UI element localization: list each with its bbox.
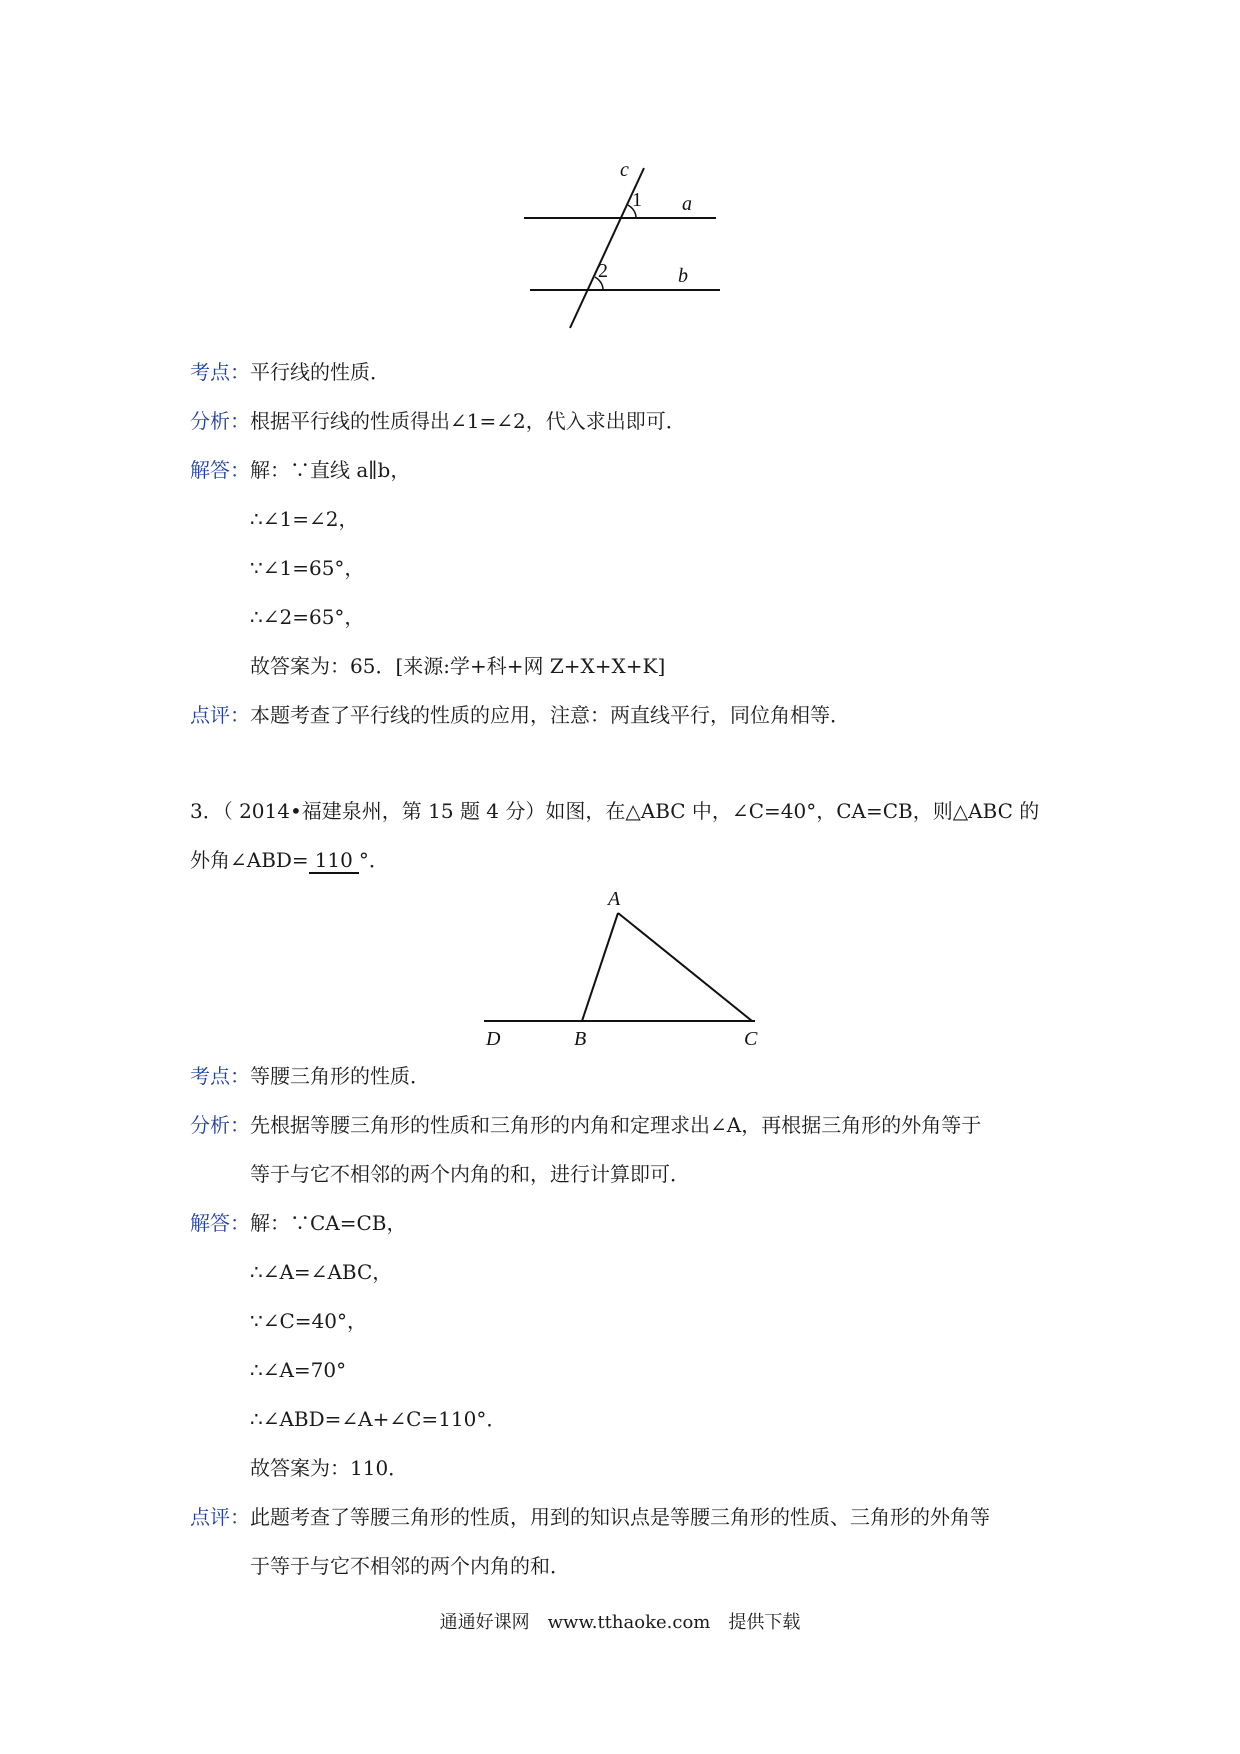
p2-jieda: [190, 456, 410, 484]
label-D: D: [486, 1028, 501, 1050]
question-prefix: 外角∠ABD=: [190, 848, 309, 872]
question-suffix: °．: [358, 848, 389, 872]
side-ab: [582, 913, 618, 1021]
parallel-lines-figure: [520, 160, 730, 330]
answer-blank: 110: [309, 848, 359, 874]
solution-step: 故答案为：65．[来源:学+科+网 Z+X+X+K]: [250, 654, 666, 678]
solution-step: 解：∵直线 a∥b，: [250, 458, 411, 482]
p3-jieda: [190, 1209, 407, 1237]
jieda-label: 解答：: [190, 1211, 250, 1235]
label-2: 2: [598, 260, 608, 282]
solution-step: ∴∠ABD=∠A+∠C=110°．: [250, 1407, 507, 1431]
solution-step: ∴∠1=∠2，: [250, 507, 359, 531]
label-B: B: [574, 1028, 587, 1050]
label-1: 1: [632, 189, 642, 211]
fenxi-text: 先根据等腰三角形的性质和三角形的内角和定理求出∠A，再根据三角形的外角等于: [250, 1113, 982, 1137]
jieda-label: 解答：: [190, 458, 250, 482]
solution-step: ∴∠2=65°，: [250, 605, 365, 629]
fenxi-text: 根据平行线的性质得出∠1=∠2，代入求出即可．: [250, 409, 686, 433]
p3-kaodian: [190, 1062, 430, 1090]
dianping-label: 点评：: [190, 1505, 250, 1529]
solution-step: ∵∠1=65°，: [250, 556, 365, 580]
label-a: a: [682, 193, 692, 215]
kaodian-label: 考点：: [190, 360, 250, 384]
kaodian-text: 等腰三角形的性质．: [250, 1064, 430, 1088]
kaodian-text: 平行线的性质．: [250, 360, 390, 384]
label-b: b: [678, 265, 688, 287]
p3-question-line1: 3．（ 2014•福建泉州，第 15 题 4 分）如图，在△ABC 中，∠C=40°，CA=CB，则△ABC 的: [190, 799, 1040, 823]
label-A: A: [608, 888, 621, 910]
fenxi-label: 分析：: [190, 409, 250, 433]
dianping-text: 本题考查了平行线的性质的应用，注意：两直线平行，同位角相等．: [250, 703, 850, 727]
dianping-text: 此题考查了等腰三角形的性质，用到的知识点是等腰三角形的性质、三角形的外角等: [250, 1505, 990, 1529]
solution-step: 故答案为：110．: [250, 1456, 409, 1480]
fenxi-label: 分析：: [190, 1113, 250, 1137]
page-footer: 通通好课网 www.tthaoke.com 提供下载: [439, 1612, 801, 1633]
solution-step: ∵∠C=40°，: [250, 1309, 367, 1333]
side-ac: [618, 913, 752, 1021]
p3-fenxi: [190, 1111, 981, 1139]
solution-step: ∴∠A=∠ABC，: [250, 1260, 393, 1284]
triangle-figure: [480, 885, 770, 1050]
p2-kaodian: [190, 358, 390, 386]
p3-question-line2: [190, 846, 389, 874]
solution-step: ∴∠A=70°: [250, 1358, 347, 1382]
p3-dianping: [190, 1503, 990, 1531]
p2-dianping: [190, 701, 850, 729]
solution-step: 解：∵CA=CB，: [250, 1211, 407, 1235]
dianping-text-continued: 于等于与它不相邻的两个内角的和．: [250, 1554, 570, 1578]
dianping-label: 点评：: [190, 703, 250, 727]
fenxi-text-continued: 等于与它不相邻的两个内角的和，进行计算即可．: [250, 1162, 690, 1186]
kaodian-label: 考点：: [190, 1064, 250, 1088]
label-c: c: [620, 160, 629, 181]
p2-fenxi: [190, 407, 686, 435]
label-C: C: [744, 1028, 758, 1050]
